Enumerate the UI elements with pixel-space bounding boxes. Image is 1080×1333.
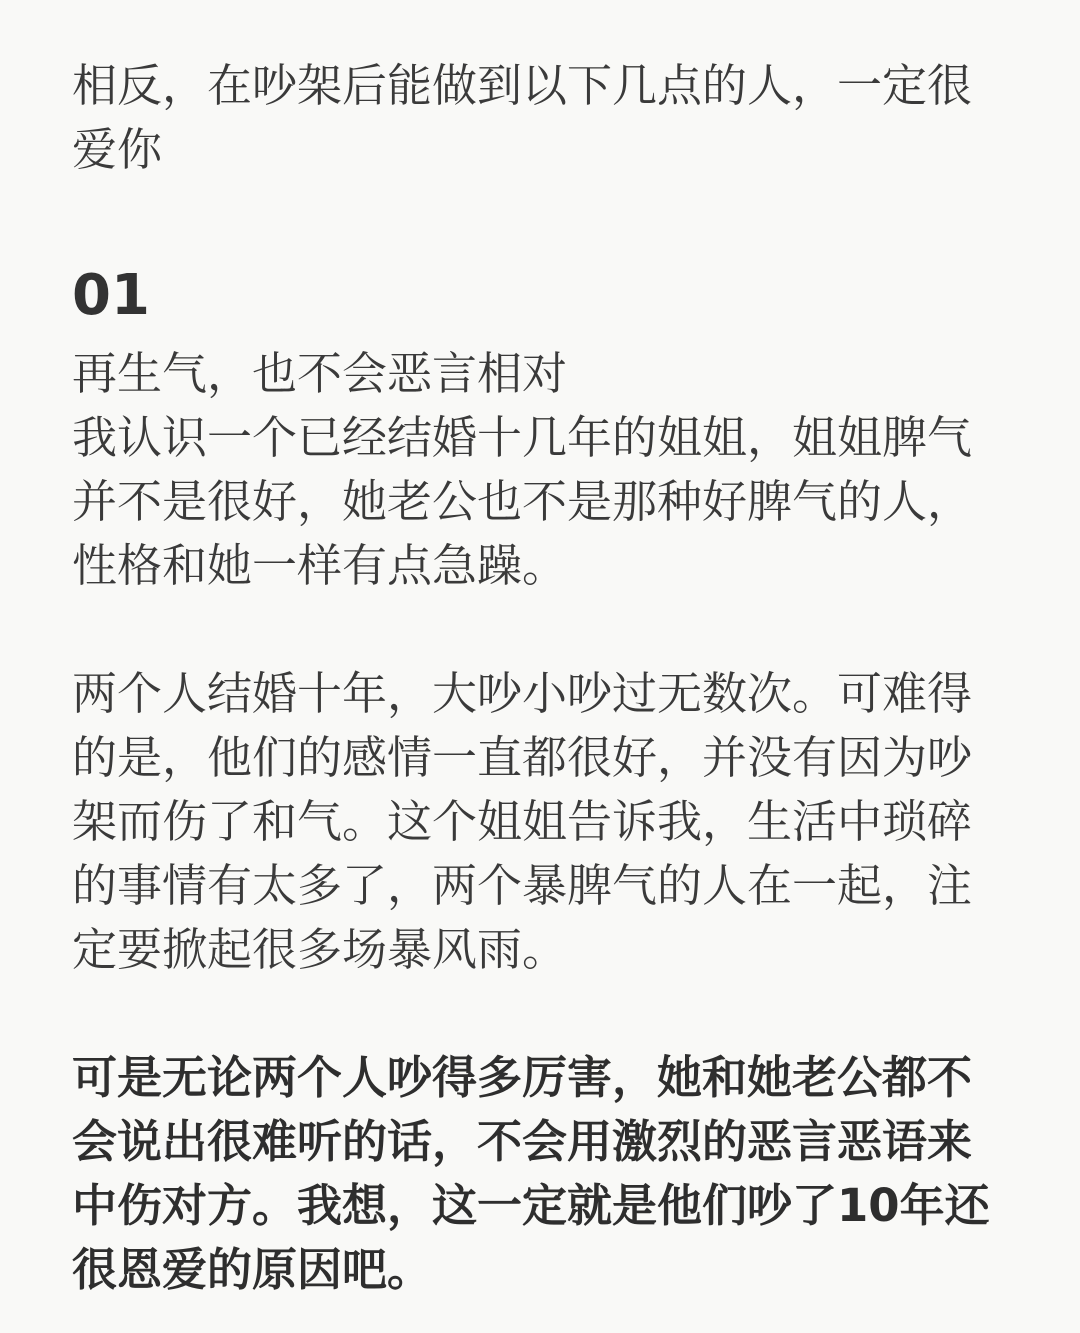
paragraph-3-bold: 可是无论两个人吵得多厉害，她和她老公都不会说出很难听的话，不会用激烈的恶言恶语来中伤对方。我想，这一定就是他们吵了10年还很恩爱的原因吧。	[72, 1051, 990, 1296]
section-number: 01	[72, 263, 150, 328]
paragraph-1: 我认识一个已经结婚十几年的姐姐，姐姐脾气并不是很好，她老公也不是那种好脾气的人，性格和她一样有点急躁。	[72, 411, 973, 592]
section-subtitle: 再生气，也不会恶言相对	[72, 347, 568, 400]
intro-text: 相反，在吵架后能做到以下几点的人，一定很爱你	[72, 59, 973, 176]
paragraph-2: 两个人结婚十年，大吵小吵过无数次。可难得的是，他们的感情一直都很好，并没有因为吵架而伤了和气。这个姐姐告诉我，生活中琐碎的事情有太多了，两个暴脾气的人在一起，注定要掀起很多场暴风雨。	[72, 667, 973, 976]
